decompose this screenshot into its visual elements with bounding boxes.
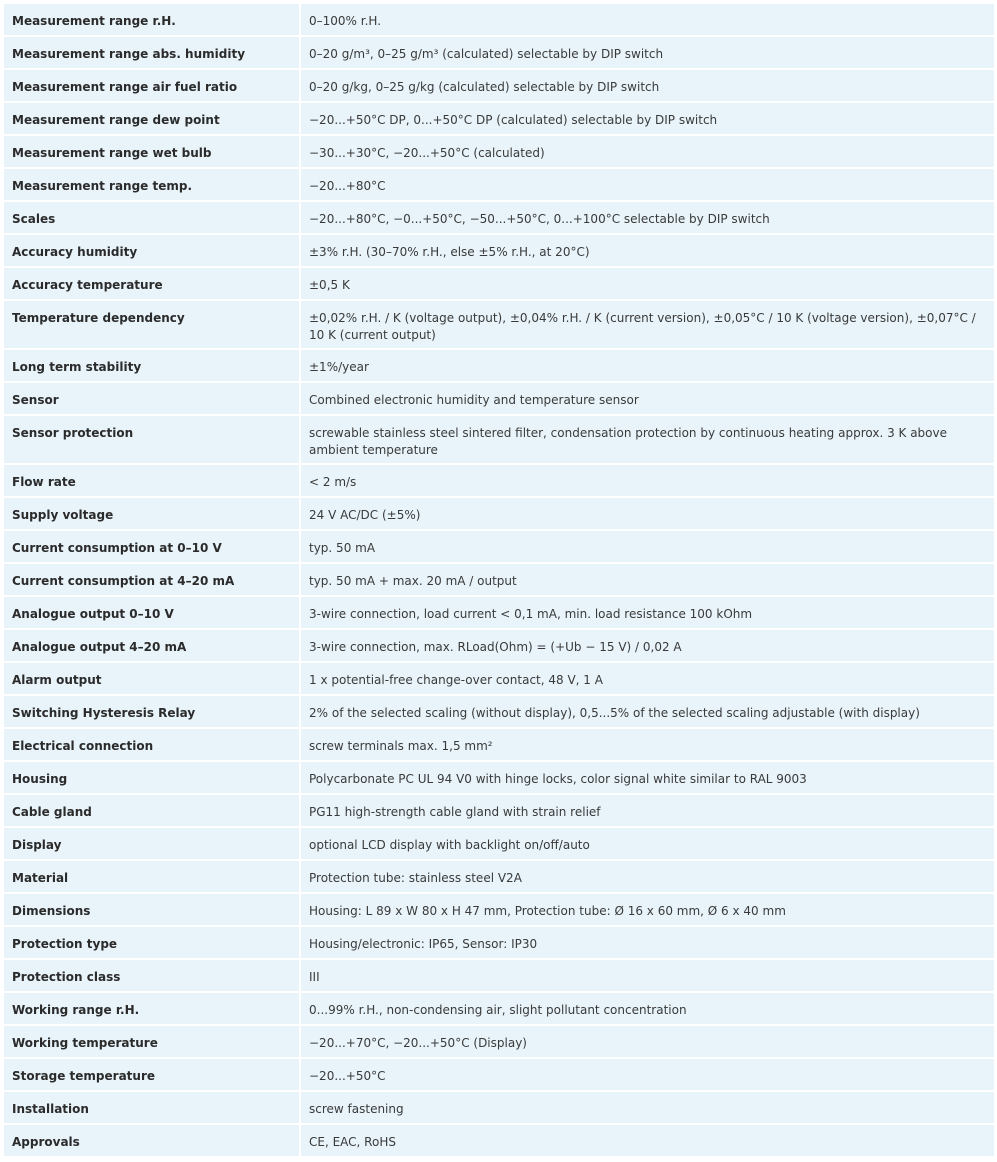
spec-value: Housing: L 89 x W 80 x H 47 mm, Protection tube: Ø 16 x 60 mm, Ø 6 x 40 mm [301,894,994,927]
spec-label: Measurement range wet bulb [4,136,301,169]
spec-row [4,235,994,268]
spec-value: < 2 m/s [301,465,994,498]
spec-row [4,762,994,795]
spec-label: Temperature dependency [4,301,301,350]
spec-label: Accuracy humidity [4,235,301,268]
spec-row [4,993,994,1026]
spec-value: 24 V AC/DC (±5%) [301,498,994,531]
spec-value: screw fastening [301,1092,994,1125]
spec-row [4,37,994,70]
spec-row [4,301,994,350]
spec-label: Housing [4,762,301,795]
spec-label: Measurement range dew point [4,103,301,136]
spec-value: Polycarbonate PC UL 94 V0 with hinge locks, color signal white similar to RAL 9003 [301,762,994,795]
spec-row [4,416,994,465]
spec-row [4,383,994,416]
spec-row [4,498,994,531]
spec-label: Analogue output 0–10 V [4,597,301,630]
specifications-table [4,4,994,1158]
spec-value: screwable stainless steel sintered filter, condensation protection by continuous heating approx. 3 K above ambient temperature [301,416,994,465]
spec-value: 1 x potential-free change-over contact, 48 V, 1 A [301,663,994,696]
spec-value: 3-wire connection, max. RLoad(Ohm) = (+Ub − 15 V) / 0,02 A [301,630,994,663]
spec-row [4,1026,994,1059]
spec-label: Sensor [4,383,301,416]
spec-row [4,202,994,235]
spec-label: Measurement range abs. humidity [4,37,301,70]
spec-label: Approvals [4,1125,301,1158]
spec-row [4,696,994,729]
spec-label: Flow rate [4,465,301,498]
spec-label: Measurement range air fuel ratio [4,70,301,103]
spec-row [4,960,994,993]
spec-value: −20...+50°C DP, 0...+50°C DP (calculated) selectable by DIP switch [301,103,994,136]
spec-value: ±1%/year [301,350,994,383]
spec-value: III [301,960,994,993]
spec-label: Measurement range temp. [4,169,301,202]
spec-label: Display [4,828,301,861]
spec-value: ±0,02% r.H. / K (voltage output), ±0,04% r.H. / K (current version), ±0,05°C / 10 K (voltage version), ±0,07°C / 10 K (current output) [301,301,994,350]
spec-value: 0–100% r.H. [301,4,994,37]
spec-value: Protection tube: stainless steel V2A [301,861,994,894]
spec-row [4,1059,994,1092]
specifications-table-body [4,4,994,1158]
spec-label: Current consumption at 4–20 mA [4,564,301,597]
spec-label: Installation [4,1092,301,1125]
spec-row [4,268,994,301]
spec-value: screw terminals max. 1,5 mm² [301,729,994,762]
spec-value: −20...+70°C, −20...+50°C (Display) [301,1026,994,1059]
spec-label: Scales [4,202,301,235]
spec-label: Supply voltage [4,498,301,531]
spec-value: typ. 50 mA + max. 20 mA / output [301,564,994,597]
spec-label: Sensor protection [4,416,301,465]
spec-value: CE, EAC, RoHS [301,1125,994,1158]
spec-label: Alarm output [4,663,301,696]
spec-value: PG11 high-strength cable gland with strain relief [301,795,994,828]
spec-row [4,169,994,202]
spec-label: Electrical connection [4,729,301,762]
spec-value: optional LCD display with backlight on/off/auto [301,828,994,861]
spec-row [4,531,994,564]
spec-row [4,136,994,169]
spec-row [4,564,994,597]
spec-row [4,4,994,37]
spec-value: −30...+30°C, −20...+50°C (calculated) [301,136,994,169]
spec-label: Working range r.H. [4,993,301,1026]
spec-row [4,350,994,383]
spec-row [4,795,994,828]
spec-row [4,597,994,630]
spec-label: Working temperature [4,1026,301,1059]
spec-value: typ. 50 mA [301,531,994,564]
spec-row [4,927,994,960]
spec-label: Storage temperature [4,1059,301,1092]
spec-label: Analogue output 4–20 mA [4,630,301,663]
spec-value: ±0,5 K [301,268,994,301]
spec-row [4,1125,994,1158]
spec-label: Protection type [4,927,301,960]
spec-label: Current consumption at 0–10 V [4,531,301,564]
spec-value: 2% of the selected scaling (without display), 0,5...5% of the selected scaling adjustable (with display) [301,696,994,729]
spec-value: 0–20 g/m³, 0–25 g/m³ (calculated) selectable by DIP switch [301,37,994,70]
spec-label: Material [4,861,301,894]
spec-value: −20...+80°C, −0...+50°C, −50...+50°C, 0...+100°C selectable by DIP switch [301,202,994,235]
spec-label: Protection class [4,960,301,993]
spec-row [4,861,994,894]
spec-label: Measurement range r.H. [4,4,301,37]
spec-row [4,828,994,861]
spec-row [4,663,994,696]
spec-value: Housing/electronic: IP65, Sensor: IP30 [301,927,994,960]
spec-value: −20...+80°C [301,169,994,202]
spec-value: ±3% r.H. (30–70% r.H., else ±5% r.H., at 20°C) [301,235,994,268]
spec-value: Combined electronic humidity and temperature sensor [301,383,994,416]
spec-row [4,70,994,103]
spec-label: Accuracy temperature [4,268,301,301]
spec-label: Dimensions [4,894,301,927]
spec-row [4,103,994,136]
spec-value: 0...99% r.H., non-condensing air, slight pollutant concentration [301,993,994,1026]
spec-label: Switching Hysteresis Relay [4,696,301,729]
spec-row [4,729,994,762]
spec-label: Cable gland [4,795,301,828]
spec-row [4,630,994,663]
spec-value: −20...+50°C [301,1059,994,1092]
spec-value: 3-wire connection, load current < 0,1 mA, min. load resistance 100 kOhm [301,597,994,630]
spec-value: 0–20 g/kg, 0–25 g/kg (calculated) selectable by DIP switch [301,70,994,103]
spec-row [4,1092,994,1125]
spec-label: Long term stability [4,350,301,383]
spec-row [4,894,994,927]
spec-row [4,465,994,498]
